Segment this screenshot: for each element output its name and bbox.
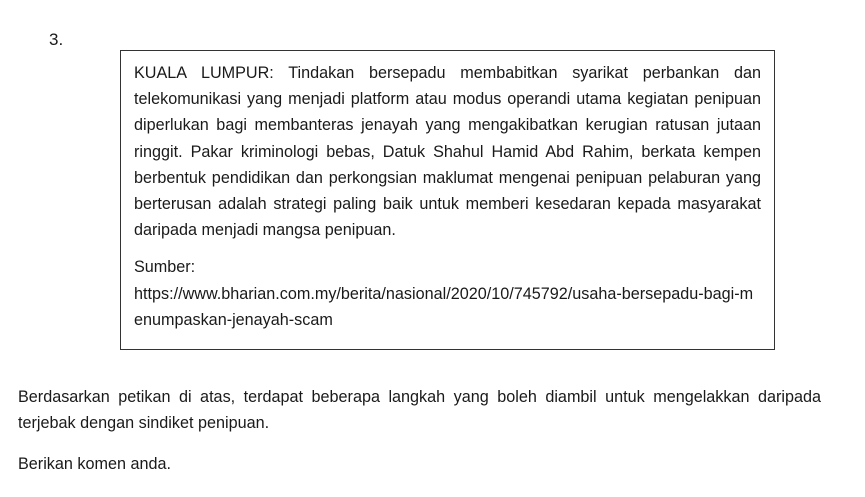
- question-prompt: Berikan komen anda.: [18, 455, 171, 473]
- source-url: https://www.bharian.com.my/berita/nasional/2020/10/745792/usaha-bersepadu-bagi-menumpaskan-jenayah-scam: [134, 284, 754, 329]
- source-label: Sumber:: [134, 258, 196, 277]
- passage-box: [120, 50, 775, 350]
- question-number: 3.: [49, 30, 64, 49]
- passage-text: KUALA LUMPUR: Tindakan bersepadu membabitkan syarikat perbankan dan telekomunikasi yang menjadi platform atau modus operandi utama kegiatan penipuan diperlukan bagi membanteras jenayah yang mengakibatkan kerugian ratusan jutaan ringgit. Pakar kriminologi bebas, Datuk Shahul Hamid Abd Rahim, berkata kempen berbentuk pendidikan dan perkongsian maklumat mengenai penipuan pelaburan yang berterusan adalah strategi paling baik untuk memberi kesedaran kepada masyarakat daripada menjadi mangsa penipuan.: [134, 64, 761, 240]
- source-citation: [134, 254, 761, 333]
- question-instruction: Berdasarkan petikan di atas, terdapat beberapa langkah yang boleh diambil untuk mengelakkan daripada terjebak dengan sindiket penipuan.: [18, 388, 821, 432]
